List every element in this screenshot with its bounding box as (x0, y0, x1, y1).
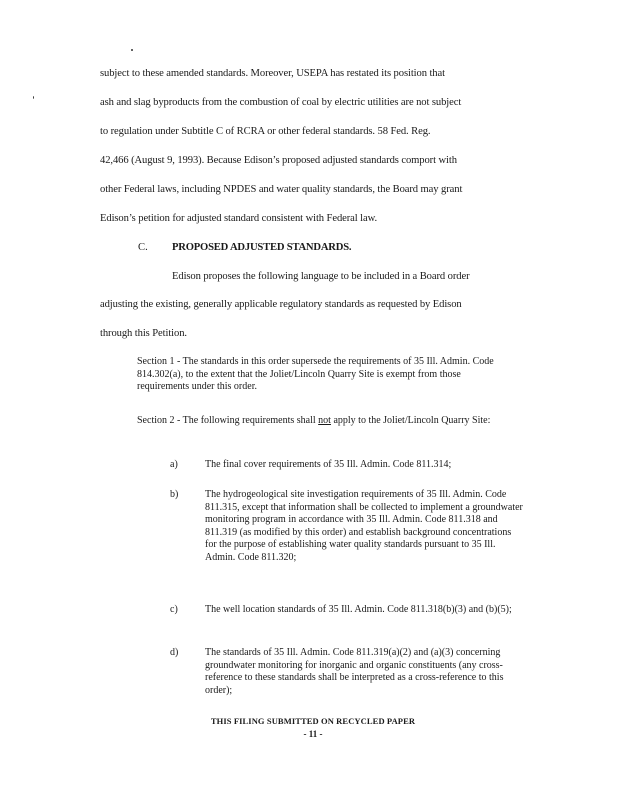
page-number: - 11 - (303, 729, 323, 739)
section-1-paragraph: Section 1 - The standards in this order supersede the requirements of 35 Ill. Admin. Code 814.302(a), to the extent that the Joliet/Lincoln Quarry Site is exempt from those requirements under this order. (137, 356, 494, 392)
list-item-label: c) (170, 604, 178, 615)
section-heading-title: PROPOSED ADJUSTED STANDARDS. (172, 242, 352, 253)
section-2-text: Section 2 - The following requirements shall (137, 415, 319, 426)
section-2-paragraph (137, 415, 507, 428)
list-item-text: The final cover requirements of 35 Ill. Admin. Code 811.314; (205, 459, 452, 470)
list-item-label: a) (170, 459, 178, 470)
list-item-label: b) (170, 489, 179, 500)
body-line: to regulation under Subtitle C of RCRA or other federal standards. 58 Fed. Reg. (100, 126, 431, 137)
body-line: other Federal laws, including NPDES and water quality standards, the Board may grant (100, 184, 463, 195)
scan-speck (131, 49, 133, 51)
section-2-text: apply to the Joliet/Lincoln Quarry Site: (330, 415, 491, 426)
body-line: subject to these amended standards. Moreover, USEPA has restated its position that (100, 68, 445, 79)
list-item-label: d) (170, 647, 179, 658)
list-item-text: The standards of 35 Ill. Admin. Code 811.319(a)(2) and (a)(3) concerning groundwater monitoring for inorganic and organic constituents (any cross-reference to these standards shall be interpreted as a cross-reference to this order); (205, 647, 504, 696)
section-heading-letter: C. (138, 242, 148, 253)
intro-line: Edison proposes the following language to be included in a Board order (172, 271, 470, 282)
list-item-text: The hydrogeological site investigation requirements of 35 Ill. Admin. Code 811.315, except that information shall be collected to implement a groundwater monitoring program in accordance with 35 Ill. Admin. Code 811.318 and 811.319 (as modified by this order) and establish background concentrations for the purpose of establishing water quality standards pursuant to 35 Ill. Admin. Code 811.320; (205, 489, 523, 563)
intro-line: through this Petition. (100, 328, 187, 339)
section-2-emphasis: not (318, 415, 331, 426)
recycled-paper-notice: THIS FILING SUBMITTED ON RECYCLED PAPER (210, 716, 416, 726)
scan-speck (33, 96, 34, 99)
body-line: Edison’s petition for adjusted standard consistent with Federal law. (100, 213, 378, 224)
list-item-text: The well location standards of 35 Ill. Admin. Code 811.318(b)(3) and (b)(5); (205, 604, 512, 615)
intro-line: adjusting the existing, generally applicable regulatory standards as requested by Edison (100, 299, 462, 310)
body-line: ash and slag byproducts from the combustion of coal by electric utilities are not subject (100, 97, 462, 108)
body-line: 42,466 (August 9, 1993). Because Edison’s proposed adjusted standards comport with (100, 155, 457, 166)
